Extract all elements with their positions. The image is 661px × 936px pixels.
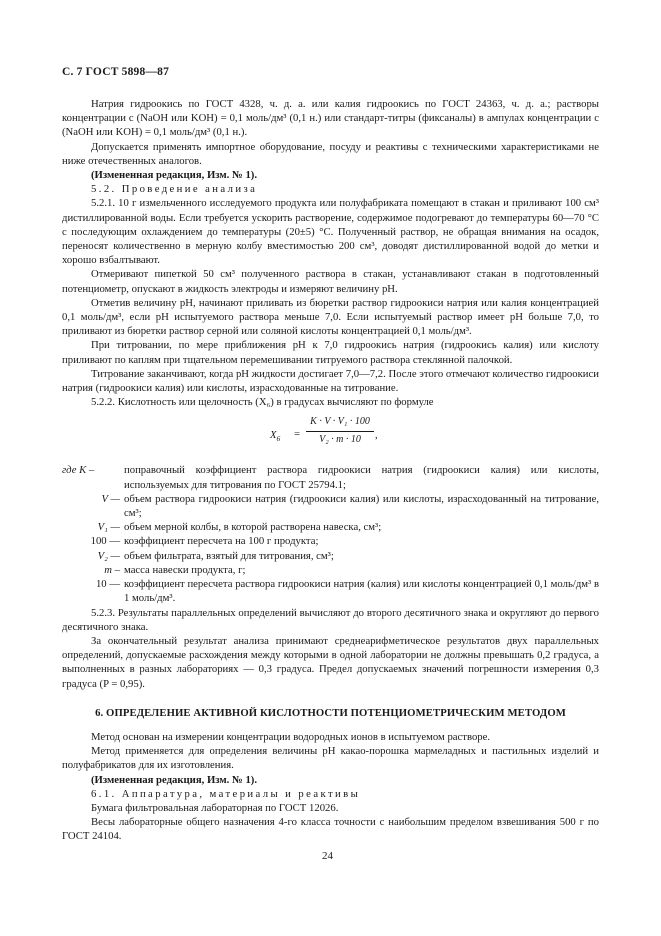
paragraph-filter-paper: Бумага фильтровальная лабораторная по ГОСТ 12026. xyxy=(91,801,339,814)
formula-lhs: $X_6$ xyxy=(270,429,281,444)
legend-text: поправочный коэффициент раствора гидроокиси натрия (гидроокиси калия) или кислоты, используемых для титрования по ГОСТ 25794.1; xyxy=(124,464,599,491)
legend-symbol: V₂ — xyxy=(97,549,120,562)
legend-text: масса навески продукта, г; xyxy=(124,563,246,576)
paragraph-pipette: Отмеривают пипеткой 50 см³ полученного раствора в стакан, устанавливают стакан в подготовленный потенциометр, опускают в жидкость электроды и измеряют величину pH. xyxy=(62,268,599,295)
legend-row xyxy=(62,520,599,534)
legend-row xyxy=(62,534,599,548)
paragraph-5-2-2: 5.2.2. Кислотность или щелочность (X₆) в градусах вычисляют по формуле xyxy=(91,396,434,409)
legend-text: коэффициент пересчета раствора гидроокиси натрия (калия) или кислоты концентрацией 0,1 моль/дм³ в 1 моль/дм³. xyxy=(124,578,599,605)
formula-equals: = xyxy=(294,428,301,441)
paragraph-import-equipment: Допускается применять импортное оборудование, посуду и реактивы с техническими характеристиками не ниже отечественных аналогов. xyxy=(62,140,599,167)
paragraph-method-basis: Метод основан на измерении концентрации водородных ионов в испытуемом растворе. xyxy=(91,730,491,743)
legend-text: коэффициент пересчета на 100 г продукта; xyxy=(124,535,319,548)
legend-text: объем мерной колбы, в которой растворена навеска, см³; xyxy=(124,521,382,534)
formula-numerator: K · V · V₁ · 100 xyxy=(306,415,374,431)
paragraph-ph-titration: Отметив величину pH, начинают приливать из бюретки раствор гидроокиси натрия или калия концентрацией 0,1 моль/дм³, если pH испытуемого раствора меньше 7,0. Если испытуемый раствор имеет pH больше 7,0, то приливают из бюретки раствор серной или соляной кислоты концентрацией 0,1 моль/дм³. xyxy=(62,296,599,338)
subsection-heading-5-2: 5.2. Проведение анализа xyxy=(91,183,258,196)
legend-row xyxy=(62,492,599,520)
running-header: С. 7 ГОСТ 5898—87 xyxy=(62,66,170,78)
legend-row xyxy=(62,577,599,605)
formula-denominator: V₂ · m · 10 xyxy=(319,433,361,445)
section-heading-6: 6. ОПРЕДЕЛЕНИЕ АКТИВНОЙ КИСЛОТНОСТИ ПОТЕНЦИОМЕТРИЧЕСКИМ МЕТОДОМ xyxy=(95,706,566,719)
legend-text: объем раствора гидроокиси натрия (гидроокиси калия) или кислоты, израсходованный на титрование, см³; xyxy=(124,492,599,520)
formula-legend xyxy=(62,463,599,605)
paragraph-final-result: За окончательный результат анализа принимают среднеарифметическое результатов двух параллельных определений, допускаемые расхождения между которыми в одной лаборатории не должны превышать 0,2 градуса, а выполненных в разных лабораториях — 0,3 градуса. Предел допускаемых значений погрешности измерения 0,3 градуса (P = 0,95). xyxy=(62,634,599,690)
legend-row xyxy=(62,549,599,563)
legend-symbol: где K – xyxy=(62,464,95,477)
paragraph-method-scope: Метод применяется для определения величины pH какао-порошка мармеладных и пастильных изделий и полуфабрикатов для их изготовления. xyxy=(62,745,599,772)
revision-note: (Измененная редакция, Изм. № 1). xyxy=(91,773,258,786)
legend-symbol: V₁ — xyxy=(97,521,120,534)
paragraph-5-2-3: 5.2.3. Результаты параллельных определений вычисляют до второго десятичного знака и округляют до первого десятичного знака. xyxy=(62,606,599,633)
subsection-heading-6-1: 6.1. Аппаратура, материалы и реактивы xyxy=(91,787,361,800)
formula-fraction xyxy=(306,415,374,446)
document-body xyxy=(62,97,599,844)
legend-symbol: V — xyxy=(101,492,120,505)
legend-symbol: 10 — xyxy=(95,578,120,591)
paragraph-titration-dropwise: При титровании, по мере приближения pH к 7,0 гидроокись натрия (гидроокись калия) или кислоту приливают по каплям при тщательном перемешивании титруемого раствора стеклянной палочкой. xyxy=(62,339,599,366)
paragraph-titration-end: Титрование заканчивают, когда pH жидкости достигает 7,0—7,2. После этого отмечают количество гидроокиси натрия (гидроокиси калия) или кислоты, израсходованные на титрование. xyxy=(62,367,599,395)
legend-symbol: m – xyxy=(104,563,120,576)
page-number: 24 xyxy=(322,850,333,862)
paragraph-5-2-1: 5.2.1. 10 г измельченного исследуемого продукта или полуфабриката помещают в стакан и приливают 100 см³ дистиллированной воды. Если требуется ускорить растворение, содержимое подогревают до температуры 60—70 °С с последующим охлаждением до температуры (20±5) °С. Полученный раствор, не обращая внимания на осадок, переносят количественно в мерную колбу вместимостью 200 см³, доводят дистиллированной водой до метки и хорошо взбалтывают. xyxy=(62,197,599,267)
paragraph-reagents: Натрия гидроокись по ГОСТ 4328, ч. д. а. или калия гидроокись по ГОСТ 24363, ч. д. а.; растворы концентрации c (NaOH или KOH) = 0,1 моль/дм³ (0,1 н.) или стандарт-титры (фиксаналы) в ампулах концентрации c (NaOH или KOH) = 0,1 моль/дм³ (0,1 н.). xyxy=(62,98,599,139)
revision-note: (Измененная редакция, Изм. № 1). xyxy=(91,169,258,182)
paragraph-scales: Весы лабораторные общего назначения 4-го класса точности с наибольшим пределом взвешивания 500 г по ГОСТ 24104. xyxy=(62,816,599,843)
acidity-formula xyxy=(62,413,599,461)
formula-tail: , xyxy=(375,429,378,442)
legend-text: объем фильтрата, взятый для титрования, см³; xyxy=(124,549,334,562)
legend-symbol: 100 — xyxy=(90,535,120,548)
legend-row xyxy=(62,463,599,491)
legend-row xyxy=(62,563,599,577)
